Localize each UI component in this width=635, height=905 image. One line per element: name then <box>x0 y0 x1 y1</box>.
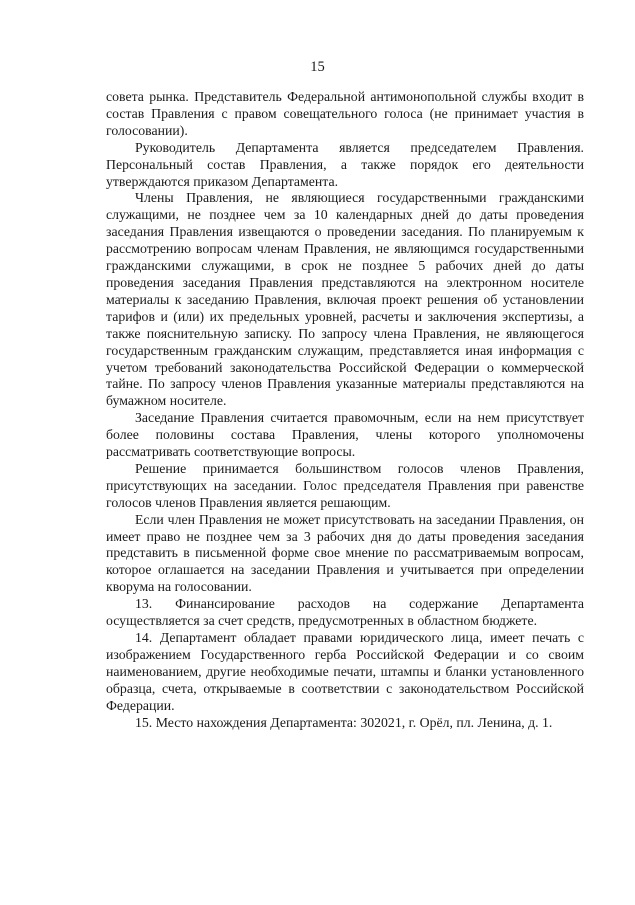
paragraph-board-members-notice: Члены Правления, не являющиеся государственными гражданскими служащими, не позднее чем за 10 календарных дней до даты проведения заседания Правления извещаются о проведении заседания. По планируемым к рассмотрению вопросам членам Правления, не являющимся государственными гражданскими служащими, в срок не позднее 5 рабочих дней до даты проведения заседания Правления представляются на электронном носителе материалы к заседанию Правления, включая проект решения об установлении тарифов и (или) их предельных уровней, расчеты и заключения экспертизы, а также пояснительную записку. По запросу члена Правления, не являющегося государственным гражданским служащим, представляется иная информация с учетом требований законодательства Российской Федерации о коммерческой тайне. По запросу членов Правления указанные материалы представляются на бумажном носителе. <box>106 190 584 409</box>
page-number: 15 <box>310 59 325 75</box>
paragraph-item-13-financing: 13. Финансирование расходов на содержание Департамента осуществляется за счет средств, предусмотренных в областном бюджете. <box>106 596 584 629</box>
paragraph-board-chair: Руководитель Департамента является председателем Правления. Персональный состав Правления, а также порядок его деятельности утверждаются приказом Департамента. <box>106 139 584 189</box>
paragraph-continuation: совета рынка. Представитель Федеральной антимонопольной службы входит в состав Правления с правом совещательного голоса (не принимает участия в голосовании). <box>106 89 584 138</box>
paragraph-item-15-location: 15. Место нахождения Департамента: 302021, г. Орёл, пл. Ленина, д. 1. <box>135 714 553 730</box>
document-body <box>106 89 584 731</box>
paragraph-decision-voting: Решение принимается большинством голосов членов Правления, присутствующих на заседании. Голос председателя Правления при равенстве голосов членов Правления является решающим. <box>106 460 584 510</box>
paragraph-item-14-legal-entity: 14. Департамент обладает правами юридического лица, имеет печать с изображением Государственного герба Российской Федерации и со своим наименованием, другие необходимые печати, штампы и бланки установленного образца, счета, открываемые в соответствии с законодательством Российской Федерации. <box>106 630 584 713</box>
paragraph-absent-member: Если член Правления не может присутствовать на заседании Правления, он имеет право не позднее чем за 3 рабочих дня до даты проведения заседания представить в письменной форме свое мнение по рассматриваемым вопросам, которое оглашается на заседании Правления и учитывается при определении кворума на голосовании. <box>106 511 584 595</box>
paragraph-quorum: Заседание Правления считается правомочным, если на нем присутствует более половины состава Правления, члены которого уполномочены рассматривать соответствующие вопросы. <box>106 410 584 460</box>
